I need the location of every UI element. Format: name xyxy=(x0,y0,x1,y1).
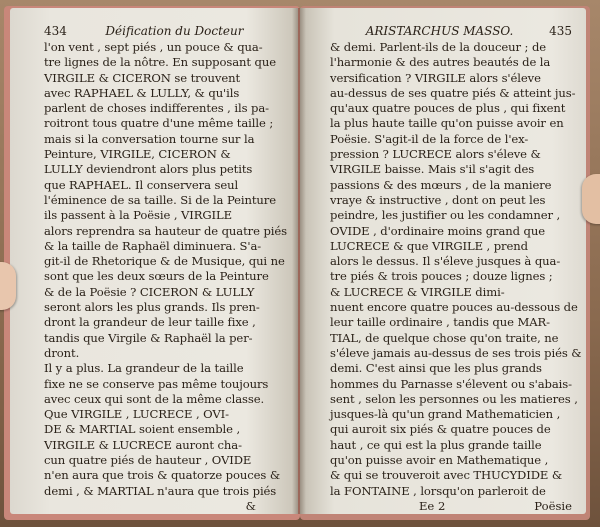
text-line: la FONTAINE , lorsqu'on parleroit de xyxy=(330,483,546,498)
text-line: dront la grandeur de leur taille fixe , xyxy=(44,315,256,330)
text-line: pression ? LUCRECE alors s'éleve & xyxy=(330,147,541,162)
signature-mark: Ee 2 xyxy=(418,498,446,513)
text-line: git-il de Rhetorique & de Musique, qui ne xyxy=(44,254,285,269)
text-line: mais si la conversation tourne sur la xyxy=(44,131,255,146)
left-running-title: Déification du Docteur xyxy=(105,24,244,38)
text-line: hommes du Parnasse s'élevent ou s'abais- xyxy=(330,376,572,391)
text-line: cun quatre piés de hauteur , OVIDE xyxy=(44,453,252,468)
text-line: LUCRECE & que VIRGILE , prend xyxy=(330,238,528,253)
text-line: Il y a plus. La grandeur de la taille xyxy=(44,361,244,376)
text-line: leur taille ordinaire , tandis que MAR- xyxy=(330,315,550,330)
text-line: Peinture, VIRGILE, CICERON & xyxy=(44,147,231,162)
text-line: TIAL, de quelque chose qu'on traite, ne xyxy=(330,330,559,345)
text-line: l'harmonie & des autres beautés de la xyxy=(330,55,551,70)
text-line: s'éleve jamais au-dessus de ses trois piés & xyxy=(330,345,582,360)
right-text-block xyxy=(330,40,582,499)
text-line: parlent de choses indifferentes , ils pa- xyxy=(44,101,269,116)
text-line: l'éminence de sa taille. Si de la Peinture xyxy=(44,192,276,207)
text-line: tre piés & trois pouces ; douze lignes ; xyxy=(330,269,553,284)
left-thumb xyxy=(0,262,16,310)
text-line: tandis que Virgile & Raphaël la per- xyxy=(44,330,253,345)
text-line: vraye & instructive , dont on peut les xyxy=(330,192,546,207)
left-page-number: 434 xyxy=(44,24,67,38)
right-page xyxy=(300,8,586,514)
text-line: & la taille de Raphaël diminuera. S'a- xyxy=(44,238,262,253)
right-thumb xyxy=(582,174,600,224)
text-line: n'en aura que trois & quatorze pouces & xyxy=(44,468,281,483)
right-running-title: ARISTARCHUS MASSO. xyxy=(365,24,514,38)
text-line: VIRGILE & CICERON se trouvent xyxy=(44,70,241,85)
text-line: VIRGILE & LUCRECE auront cha- xyxy=(44,437,242,452)
text-line: nuent encore quatre pouces au-dessous de xyxy=(330,300,578,315)
text-line: demi. C'est ainsi que les plus grands xyxy=(330,361,542,376)
text-line: DE & MARTIAL soient ensemble , xyxy=(44,422,241,437)
text-line: qui auroit six piés & quatre pouces de xyxy=(330,422,551,437)
text-line: Poësie. S'agit-il de la force de l'ex- xyxy=(330,131,529,146)
text-line: peindre, les justifier ou les condamner , xyxy=(330,208,561,223)
left-text-block xyxy=(44,40,287,499)
text-line: dront. xyxy=(44,345,80,360)
text-line: que RAPHAEL. Il conservera seul xyxy=(44,177,239,192)
text-line: OVIDE , d'ordinaire moins grand que xyxy=(330,223,545,238)
left-page xyxy=(10,8,298,514)
text-line: avec RAPHAEL & LULLY, & qu'ils xyxy=(44,85,240,100)
text-line: alors le dessus. Il s'éleve jusques à qua- xyxy=(330,254,561,269)
left-running-head xyxy=(44,24,282,38)
text-line: demi , & MARTIAL n'aura que trois piés xyxy=(44,483,277,498)
right-page-number: 435 xyxy=(549,24,572,38)
right-running-head xyxy=(330,24,572,38)
text-line: passions & des mœurs , de la maniere xyxy=(330,177,552,192)
right-catchword: Poësie xyxy=(534,498,572,513)
right-footer xyxy=(330,499,572,514)
text-line: & demi. Parlent-ils de la douceur ; de xyxy=(330,40,547,54)
text-line: jusques-là qu'un grand Mathematicien , xyxy=(330,407,561,422)
text-line: & de la Poësie ? CICERON & LULLY xyxy=(44,284,255,299)
text-line: VIRGILE baisse. Mais s'il s'agit des xyxy=(330,162,535,177)
left-catchword: & xyxy=(245,498,256,513)
text-line: au-dessus de ses quatre piés & atteint jus- xyxy=(330,85,576,100)
text-line: & qui se trouveroit avec THUCYDIDE & xyxy=(330,468,563,483)
text-line: l'on vent , sept piés , un pouce & qua- xyxy=(44,40,263,54)
text-line: & LUCRECE & VIRGILE dimi- xyxy=(330,284,505,299)
text-line: LULLY deviendront alors plus petits xyxy=(44,162,253,177)
text-line: haut , ce qui est la plus grande taille xyxy=(330,437,542,452)
text-line: fixe ne se conserve pas même toujours xyxy=(44,376,269,391)
text-line: sent , selon les personnes ou les matieres , xyxy=(330,391,578,406)
text-line: la plus haute taille qu'on puisse avoir en xyxy=(330,116,564,131)
text-line: alors reprendra sa hauteur de quatre piés xyxy=(44,223,287,238)
book-gutter xyxy=(292,8,306,514)
text-line: tre lignes de la nôtre. En supposant que xyxy=(44,55,276,70)
text-line: ils passent à la Poësie , VIRGILE xyxy=(44,208,232,223)
text-line: seront alors les plus grands. Ils pren- xyxy=(44,300,260,315)
text-line: Que VIRGILE , LUCRECE , OVI- xyxy=(44,407,229,422)
text-line: qu'on puisse avoir en Mathematique , xyxy=(330,453,549,468)
text-line: avec ceux qui sont de la même classe. xyxy=(44,391,265,406)
text-line: sont que les deux sœurs de la Peinture xyxy=(44,269,269,284)
text-line: versification ? VIRGILE alors s'éleve xyxy=(330,70,541,85)
text-line: qu'aux quatre pouces de plus , qui fixent xyxy=(330,101,566,116)
text-line: roitront tous quatre d'une même taille ; xyxy=(44,116,274,131)
